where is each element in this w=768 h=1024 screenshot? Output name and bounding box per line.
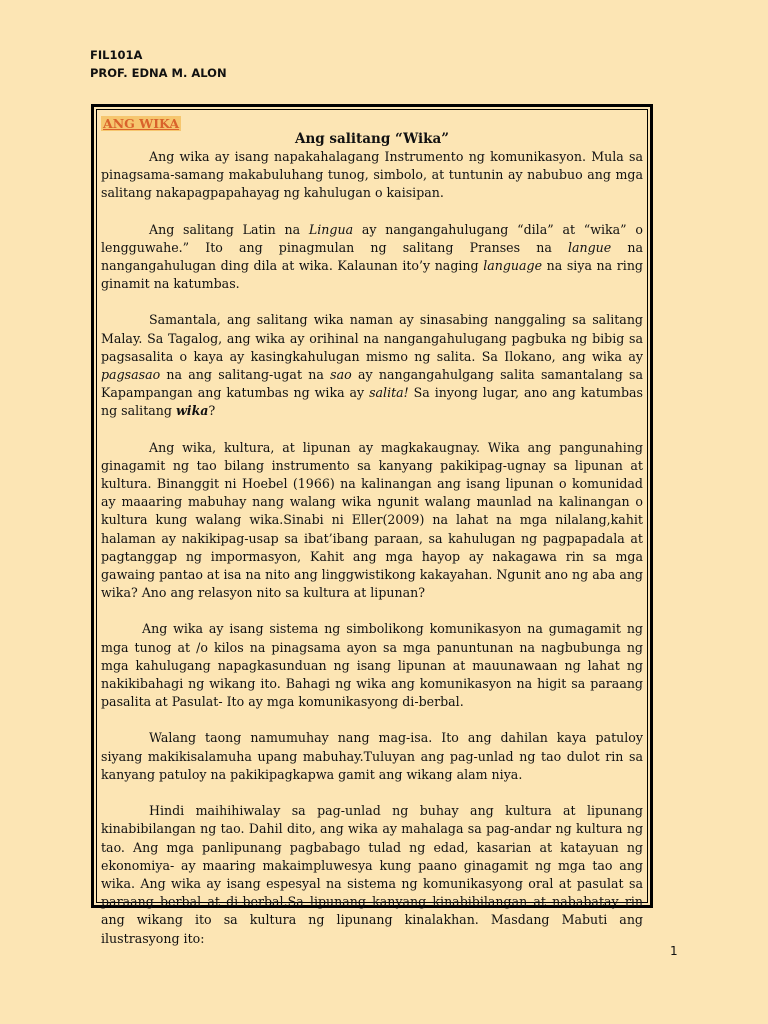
text-run: Ang wika, kultura, at lipunan ay magkakaugnay. Wika ang pangunahing ginagamit ng tao bilang instrumento sa kanyang pakikipag-ugnay sa lipunan at kultura. Binanggit ni Hoebel (1966) na kalinangan ang isang lipunan o komunidad ay maaaring mabuhay nang walang wika ngunit walang maunlad na kalinangan o kultura kung walang wika.Sinabi ni Eller(2009) na lahat na mga nilalang,kahit halaman ay nakikipag-usap sa ibat’ibang paraan, sa kahulugan ng pagpapadala at pagtanggap ng impormasyon, Kahit ang mga hayop ay nakagawa rin sa mga gawaing pantao at isa na nito ang linggwistikong kakayahan. Ngunit ano ng aba ang wika? Ano ang relasyon nito sa kultura at lipunan?	[101, 439, 643, 601]
text-run: ay nangangahulugang “dila” at “wika” o lengguwahe.” Ito ang pinagmulan ng salitang Pranses na	[101, 221, 643, 255]
text-run: Ang salitang Latin na	[149, 221, 309, 237]
emphasized-term: Lingua	[308, 221, 354, 237]
content-frame	[91, 104, 653, 946]
text-run: Ang wika ay isang napakahalagang Instrumento ng komunikasyon. Mula sa pinagsama-samang makabuluhang tunog, simbolo, at tuntunin ay nabubuo ang mga salitang nakapagpapahayag ng kahulugan o kaisipan.	[101, 149, 643, 201]
text-run: Ang wika ay isang sistema ng simbolikong komunikasyon na gumagamit ng mga tunog at /o kilos na pinagsama ayon sa mga panuntunan na nagbubunga ng mga kahulugang napagkasunduan ng isang lipunan at mauunawaan ng lahat ng nakikibahagi ng wikang ito. Bahagi ng wika ang komunikasyon na higit sa paraang pasalita at Pasulat- Ito ay mga komunikasyong di-berbal.	[101, 621, 643, 710]
document-header	[90, 46, 227, 82]
body-text	[101, 148, 643, 948]
paragraph	[101, 311, 643, 420]
text-run: Samantala, ang salitang wika naman ay sinasabing nanggaling sa salitang Malay. Sa Tagalog, ang wika ay orihinal na nangangahulugang pagbuka ng bibig sa pagsasalita o kaya ay kasingkahulugan mismo ng salita. Sa Ilokano, ang wika ay	[101, 312, 643, 364]
text-run: Hindi maihihiwalay sa pag-unlad ng buhay ang kultura at lipunang kinabibilangan ng tao. Dahil dito, ang wika ay mahalaga sa pag-andar ng kultura ng tao. Ang mga panlipunang pagbabago tulad ng edad, kasarian at katayuan ng ekonomiya- ay maaring makaimpluwesya kung paano ginagamit ng mga tao ang wika. Ang wika ay isang espesyal na sistema ng komunikasyong oral at pasulat sa paraang berbal at di-berbal.Sa lipunang kanyang kinabibilangan at nababatay rin ang wikang ito sa kultura ng lipunang kinalakhan. Masdang Mabuti ang ilustrasyong ito:	[101, 803, 643, 946]
text-run: ?	[208, 403, 216, 419]
section-label: ANG WIKA	[103, 116, 180, 131]
text-run: Walang taong namumuhay nang mag-isa. Ito ang dahilan kaya patuloy siyang makikisalamuha upang mabuhay.Tuluyan ang pag-unlad ng tao dulot rin sa kanyang patuloy na pakikipagkapwa gamit ang wikang alam niya.	[101, 730, 643, 782]
emphasized-term: salita!	[369, 385, 409, 401]
emphasized-term: wika	[175, 403, 209, 419]
paragraph	[101, 148, 643, 203]
page-number: 1	[670, 944, 678, 958]
text-run: na nangangahulugan ding dila at wika. Kalaunan ito’y naging	[101, 239, 643, 274]
paragraph	[101, 439, 643, 603]
emphasized-term: langue	[567, 239, 612, 255]
paragraph	[101, 729, 643, 784]
paragraph	[101, 620, 643, 711]
text-run: na siya na ring ginamit na katumbas.	[101, 258, 643, 292]
emphasized-term: sao	[330, 367, 352, 383]
paragraph	[101, 802, 643, 948]
text-run: ay nangangahulgang salita samantalang sa Kapampangan ang katumbas ng wika ay	[101, 367, 643, 401]
paragraph	[101, 221, 643, 294]
course-code: FIL101A	[90, 48, 143, 62]
emphasized-term: language	[483, 258, 543, 274]
text-run: na ang salitang-ugat na	[160, 367, 331, 383]
text-run: Sa inyong lugar, ano ang katumbas ng salitang	[101, 385, 643, 419]
emphasized-term: pagsasao	[101, 367, 161, 383]
professor-name: PROF. EDNA M. ALON	[90, 66, 227, 80]
page-title: Ang salitang “Wika”	[294, 131, 450, 147]
